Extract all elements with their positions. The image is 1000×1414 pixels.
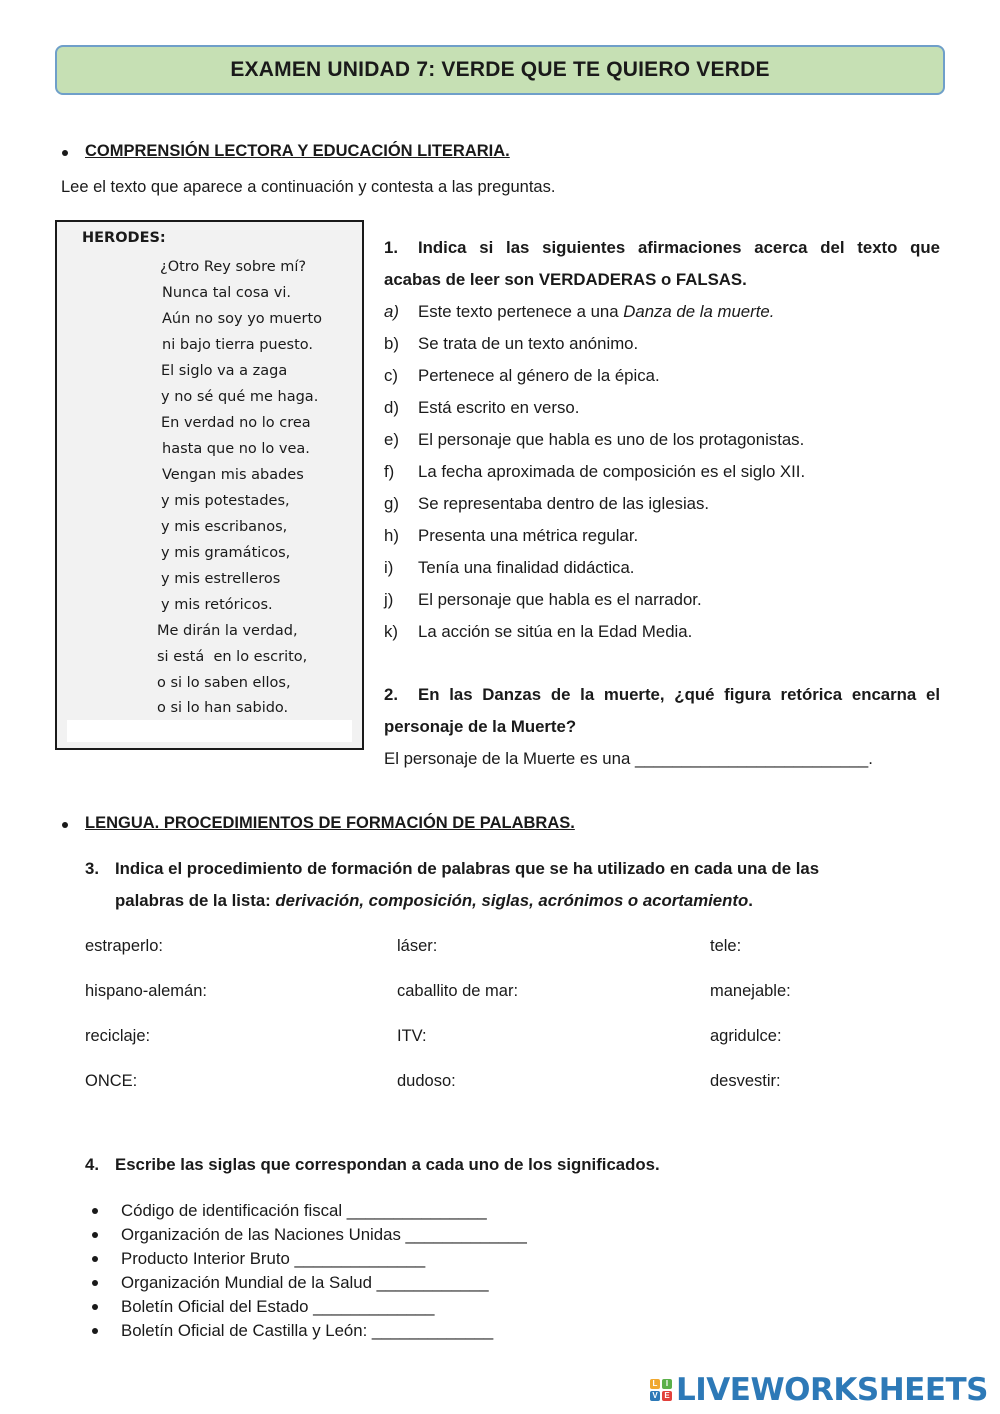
poem-line: Nunca tal cosa vi. xyxy=(162,285,292,301)
q2-answer-line[interactable]: El personaje de la Muerte es una _________________________. xyxy=(384,749,873,768)
poem-line: y mis escribanos, xyxy=(161,519,288,535)
q2-prompt-line1 xyxy=(384,685,940,705)
sigla-item[interactable]: Boletín Oficial del Estado _____________ xyxy=(121,1297,435,1316)
poem-box xyxy=(55,220,364,750)
poem-line: El siglo va a zaga xyxy=(161,363,288,379)
q1-item-letter: h) xyxy=(384,526,399,545)
q1-item-letter: f) xyxy=(384,462,395,481)
page-title: EXAMEN UNIDAD 7: VERDE QUE TE QUIERO VERDE xyxy=(230,58,770,81)
q3-prompt-prefix: palabras de la lista: xyxy=(115,891,276,910)
list-bullet xyxy=(92,1208,98,1214)
q1-item-a xyxy=(384,302,774,322)
word-item[interactable]: láser: xyxy=(397,937,438,955)
q1-item-text: La acción se sitúa en la Edad Media. xyxy=(418,622,693,641)
word-item[interactable]: desvestir: xyxy=(710,1072,781,1090)
q1-item-d xyxy=(384,398,579,418)
q1-item-text: El personaje que habla es uno de los protagonistas. xyxy=(418,430,805,449)
poem-line: Me dirán la verdad, xyxy=(157,623,298,639)
logo-square: E xyxy=(662,1391,672,1401)
q1-item-letter: d) xyxy=(384,398,399,417)
q3-prompt-methods: derivación, composición, siglas, acrónimos o acortamiento xyxy=(275,891,749,910)
liveworksheets-wordmark: LIVEWORKSHEETS xyxy=(676,1372,988,1408)
section-bullet xyxy=(62,822,68,828)
word-item[interactable]: ITV: xyxy=(397,1027,427,1045)
poem-line: y mis potestades, xyxy=(161,493,290,509)
list-bullet xyxy=(92,1256,98,1262)
word-item[interactable]: manejable: xyxy=(710,982,791,1000)
q1-item-c xyxy=(384,366,660,386)
q1-item-text: Presenta una métrica regular. xyxy=(418,526,639,545)
q1-item-letter: k) xyxy=(384,622,398,641)
q1-item-letter: g) xyxy=(384,494,399,513)
q1-item-k xyxy=(384,622,692,642)
word-item[interactable]: hispano-alemán: xyxy=(85,982,207,1000)
word-item[interactable]: agridulce: xyxy=(710,1027,782,1045)
poem-line: o si lo han sabido. xyxy=(157,700,289,716)
sigla-item[interactable]: Código de identificación fiscal _______________ xyxy=(121,1201,487,1220)
q1-item-text: La fecha aproximada de composición es el siglo XII. xyxy=(418,462,806,481)
q1-item-letter: i) xyxy=(384,558,394,577)
q1-item-f xyxy=(384,462,805,482)
list-bullet xyxy=(92,1304,98,1310)
poem-footer-strip xyxy=(67,720,352,742)
q1-prompt-text: Indica si las siguientes afirmaciones acerca del texto que xyxy=(418,238,940,257)
section-heading-comprension: COMPRENSIÓN LECTORA Y EDUCACIÓN LITERARIA. xyxy=(85,142,510,160)
q2-prompt-text: En las Danzas de la muerte, ¿qué figura retórica encarna el xyxy=(418,685,940,704)
q4-prompt xyxy=(85,1155,660,1175)
q1-item-e xyxy=(384,430,804,450)
poem-line: Aún no soy yo muerto xyxy=(162,311,323,327)
poem-line: En verdad no lo crea xyxy=(161,415,311,431)
instruction-text: Lee el texto que aparece a continuación y contesta a las preguntas. xyxy=(61,178,556,196)
q1-prompt-line2: acabas de leer son VERDADERAS o FALSAS. xyxy=(384,270,747,289)
q1-item-letter: a) xyxy=(384,302,399,321)
sigla-item[interactable]: Organización Mundial de la Salud ____________ xyxy=(121,1273,489,1292)
word-item[interactable]: ONCE: xyxy=(85,1072,138,1090)
logo-square: I xyxy=(662,1379,672,1389)
q1-prompt-line1 xyxy=(384,238,940,258)
word-item[interactable]: tele: xyxy=(710,937,742,955)
sigla-item[interactable]: Producto Interior Bruto ______________ xyxy=(121,1249,426,1268)
q1-item-letter: j) xyxy=(384,590,394,609)
q1-item-text: Está escrito en verso. xyxy=(418,398,580,417)
list-bullet xyxy=(92,1280,98,1286)
q1-item-letter: e) xyxy=(384,430,399,449)
q1-item-i xyxy=(384,558,634,578)
word-item[interactable]: reciclaje: xyxy=(85,1027,151,1045)
poem-line: si está en lo escrito, xyxy=(157,649,308,665)
q3-number: 3. xyxy=(85,859,99,878)
q1-item-text: Se trata de un texto anónimo. xyxy=(418,334,639,353)
word-item[interactable]: dudoso: xyxy=(397,1072,456,1090)
sigla-item[interactable]: Organización de las Naciones Unidas _____________ xyxy=(121,1225,527,1244)
q1-item-text: Se representaba dentro de las iglesias. xyxy=(418,494,710,513)
q1-item-letter: c) xyxy=(384,366,398,385)
section-heading-lengua: LENGUA. PROCEDIMIENTOS DE FORMACIÓN DE PALABRAS. xyxy=(85,814,575,832)
poem-line: y mis retóricos. xyxy=(161,597,273,613)
q1-item-h xyxy=(384,526,638,546)
word-item[interactable]: estraperlo: xyxy=(85,937,163,955)
poem-line: y no sé qué me haga. xyxy=(161,389,319,405)
q2-number: 2. xyxy=(384,685,398,704)
poem-line: Vengan mis abades xyxy=(162,467,304,483)
q1-number: 1. xyxy=(384,238,398,257)
q3-prompt-line1 xyxy=(85,859,819,879)
q4-number: 4. xyxy=(85,1155,99,1174)
q1-item-g xyxy=(384,494,709,514)
poem-line: ni bajo tierra puesto. xyxy=(162,337,314,353)
section-bullet xyxy=(62,150,68,156)
q3-prompt-suffix: . xyxy=(748,891,753,910)
q1-item-text: Tenía una finalidad didáctica. xyxy=(418,558,635,577)
poem-line: hasta que no lo vea. xyxy=(162,441,310,457)
sigla-item[interactable]: Boletín Oficial de Castilla y León: _____________ xyxy=(121,1321,494,1340)
q1-item-text: Pertenece al género de la épica. xyxy=(418,366,660,385)
q1-item-text: El personaje que habla es el narrador. xyxy=(418,590,702,609)
q1-item-j xyxy=(384,590,702,610)
q1-item-letter: b) xyxy=(384,334,399,353)
q4-prompt-text: Escribe las siglas que correspondan a cada uno de los significados. xyxy=(115,1155,660,1174)
title-banner xyxy=(55,45,945,95)
logo-square: V xyxy=(650,1391,660,1401)
q1-item-italic: Danza de la muerte. xyxy=(623,302,775,321)
poem-line: y mis estrelleros xyxy=(161,571,281,587)
q1-item-b xyxy=(384,334,638,354)
liveworksheets-logo-icon xyxy=(650,1379,672,1401)
word-item[interactable]: caballito de mar: xyxy=(397,982,519,1000)
q1-item-text: Este texto pertenece a una xyxy=(418,302,624,321)
poem-heading: HERODES: xyxy=(82,230,166,246)
q3-prompt-line2 xyxy=(115,891,753,911)
poem-line: y mis gramáticos, xyxy=(161,545,291,561)
list-bullet xyxy=(92,1232,98,1238)
liveworksheets-brand[interactable] xyxy=(650,1372,988,1408)
list-bullet xyxy=(92,1328,98,1334)
poem-line: o si lo saben ellos, xyxy=(157,675,291,691)
poem-line: ¿Otro Rey sobre mí? xyxy=(160,259,307,275)
q2-prompt-line2: personaje de la Muerte? xyxy=(384,717,577,736)
q3-prompt-text: Indica el procedimiento de formación de palabras que se ha utilizado en cada una de las xyxy=(115,859,820,878)
logo-square: L xyxy=(650,1379,660,1389)
